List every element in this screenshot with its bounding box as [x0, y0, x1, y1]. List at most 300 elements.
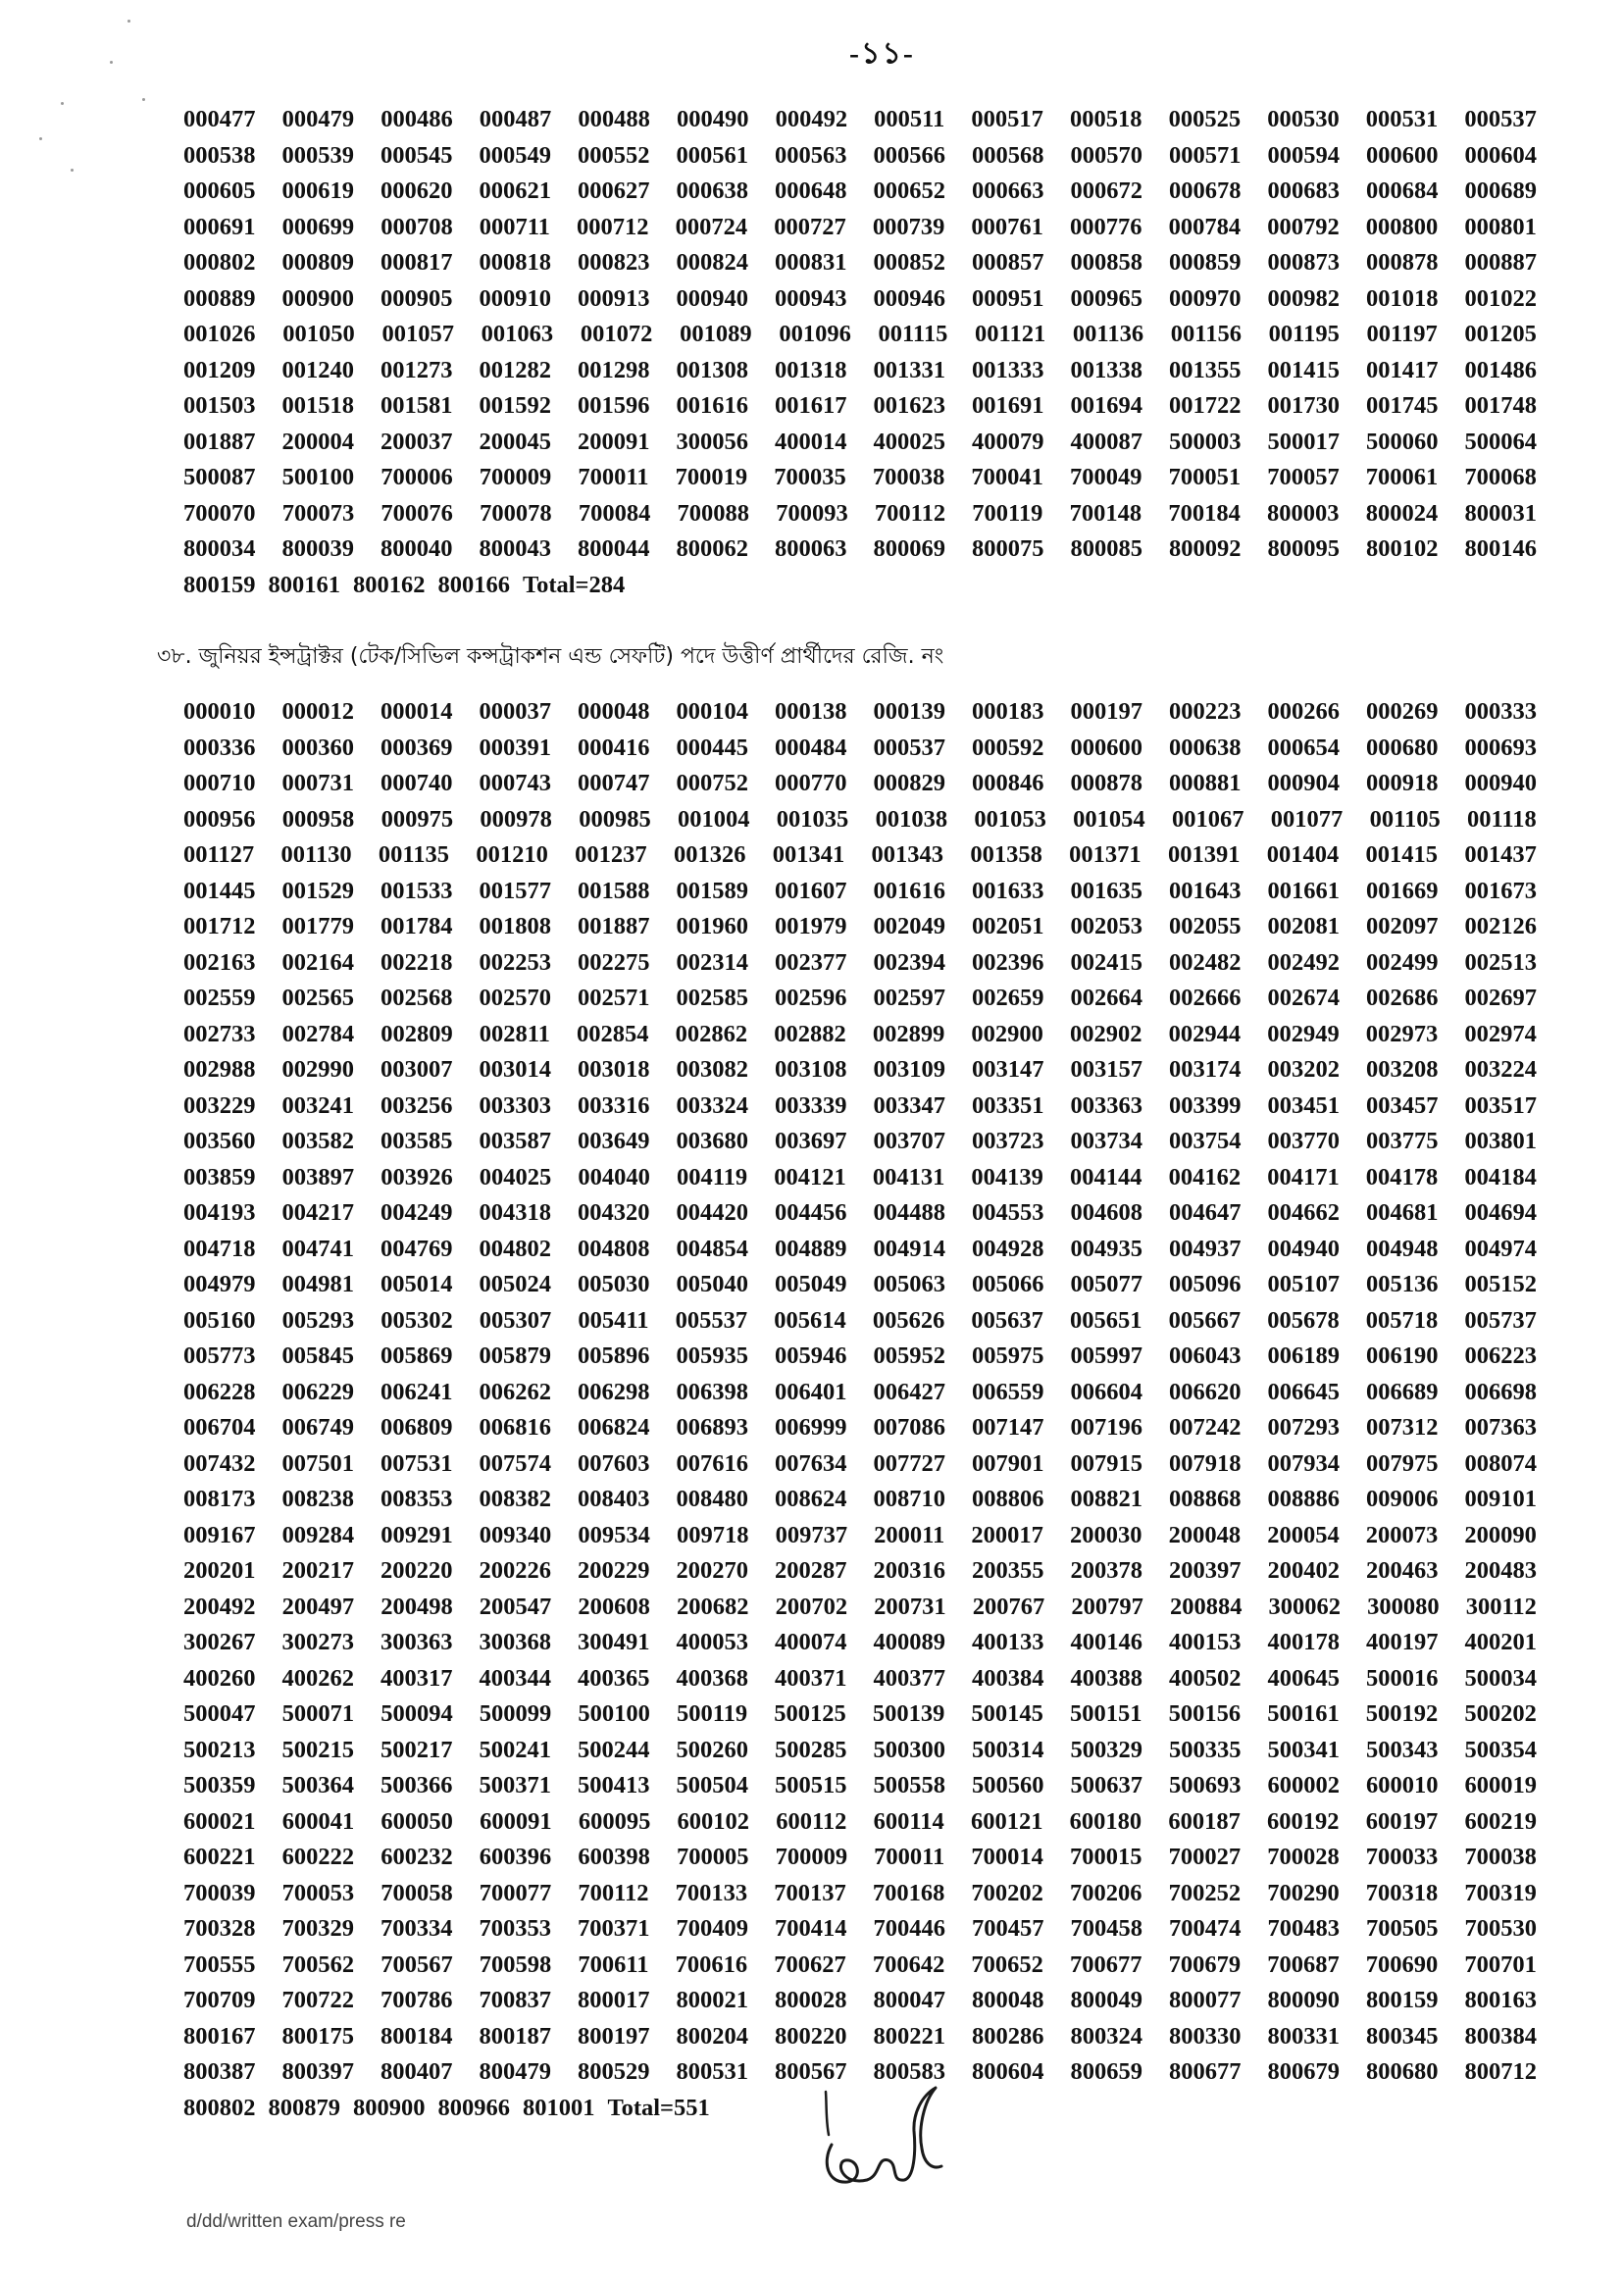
registration-number: 001343: [871, 841, 944, 868]
registration-number: 003582: [281, 1128, 354, 1154]
registration-number: 000604: [1464, 141, 1537, 169]
registration-number: 005773: [183, 1342, 256, 1369]
registration-number: 000530: [1267, 106, 1340, 132]
registration-number: 700009: [479, 464, 552, 490]
registration-number: 007934: [1267, 1449, 1340, 1477]
registration-number: 005975: [972, 1342, 1044, 1369]
registration-number: 600112: [776, 1807, 847, 1835]
number-row: [183, 1017, 1537, 1053]
registration-number: 004144: [1070, 1163, 1142, 1190]
registration-number: 400371: [775, 1664, 847, 1692]
registration-number: 300491: [578, 1629, 650, 1655]
registration-number: 000484: [775, 734, 847, 761]
registration-number: 500558: [873, 1772, 945, 1798]
registration-number: 600021: [183, 1807, 256, 1835]
registration-number: 700005: [676, 1844, 749, 1870]
registration-number: 003680: [676, 1128, 748, 1154]
registration-number: 004608: [1070, 1199, 1142, 1226]
registration-number: 001038: [875, 805, 948, 833]
registration-number: 700290: [1267, 1879, 1340, 1906]
registration-number: 200767: [972, 1593, 1045, 1620]
number-row: [183, 1410, 1537, 1446]
registration-number: 001210: [476, 841, 548, 868]
registration-number: 300056: [676, 428, 748, 455]
registration-number: 600010: [1366, 1772, 1439, 1798]
registration-number: 700061: [1365, 464, 1439, 490]
number-row: [183, 1375, 1537, 1411]
registration-number: 500034: [1464, 1664, 1537, 1692]
registration-number: 001022: [1464, 284, 1537, 312]
registration-number: 007603: [578, 1449, 650, 1477]
registration-number: 004456: [775, 1199, 847, 1226]
registration-number: 000817: [381, 249, 453, 276]
number-row: [183, 1625, 1537, 1661]
registration-number: 000486: [381, 106, 453, 132]
registration-number: 500285: [775, 1736, 847, 1763]
number-row: [183, 731, 1537, 767]
registration-number: 500003: [1169, 428, 1242, 455]
registration-number: 001209: [183, 356, 256, 383]
registration-number: 200287: [775, 1557, 847, 1584]
registration-number: 002513: [1464, 948, 1537, 976]
registration-number: 500047: [183, 1700, 256, 1727]
registration-number: 800204: [676, 2022, 748, 2050]
registration-number: 800102: [1366, 535, 1439, 562]
registration-number: 001089: [680, 321, 752, 347]
registration-number: 700073: [281, 499, 355, 527]
registration-number: 800197: [578, 2022, 650, 2050]
registration-number: 001195: [1268, 321, 1340, 347]
registration-number: 003585: [381, 1128, 453, 1154]
total-count: Total=551: [607, 2094, 710, 2121]
registration-number: 000138: [775, 698, 847, 725]
registration-number: 200048: [1168, 1521, 1242, 1548]
registration-number: 002394: [873, 948, 945, 976]
registration-number: 008710: [873, 1486, 945, 1512]
registration-number: 002990: [281, 1056, 354, 1083]
registration-number: 800324: [1070, 2022, 1142, 2050]
registration-number: 000605: [183, 177, 256, 204]
registration-number: 008403: [578, 1486, 650, 1512]
registration-number: 008074: [1464, 1449, 1537, 1477]
registration-number: 000652: [873, 177, 945, 204]
registration-number: 500213: [183, 1736, 256, 1763]
registration-number: 006824: [578, 1414, 650, 1441]
number-row: [183, 1983, 1537, 2019]
registration-number: 005302: [381, 1306, 453, 1334]
registration-number: 800677: [1169, 2058, 1242, 2085]
registration-number: 005637: [971, 1306, 1043, 1334]
registration-number: 002377: [775, 948, 847, 976]
registration-number: 800161: [268, 571, 340, 598]
registration-number: 005063: [873, 1271, 945, 1297]
registration-number: 000621: [479, 177, 551, 204]
number-row: [183, 1232, 1537, 1268]
registration-number: 007616: [676, 1449, 748, 1477]
registration-number: 004681: [1366, 1199, 1439, 1226]
registration-number: 008353: [381, 1486, 453, 1512]
registration-number: 007918: [1169, 1449, 1242, 1477]
registration-number: 000648: [775, 177, 847, 204]
registration-number: 001784: [381, 913, 453, 939]
registration-number: 007901: [972, 1449, 1044, 1477]
registration-number: 003351: [972, 1091, 1044, 1119]
registration-number: 004662: [1267, 1199, 1340, 1226]
registration-number: 002862: [675, 1020, 748, 1047]
registration-number: 007501: [281, 1449, 354, 1477]
registration-number: 000525: [1168, 106, 1242, 132]
registration-number: 001596: [578, 392, 650, 419]
registration-number: 700530: [1464, 1915, 1537, 1942]
registration-number: 600221: [183, 1844, 256, 1870]
scan-speck: [39, 137, 42, 140]
number-row: [183, 1911, 1537, 1948]
registration-number: 800028: [775, 1987, 847, 2013]
registration-number: 500359: [183, 1772, 256, 1798]
registration-number: 000800: [1365, 213, 1439, 240]
registration-number: 000552: [578, 141, 650, 169]
registration-number: 007293: [1267, 1414, 1340, 1441]
registration-number: 000654: [1267, 734, 1340, 761]
registration-number: 002570: [479, 985, 551, 1011]
registration-number: 006809: [381, 1414, 453, 1441]
registration-number: 200217: [281, 1557, 354, 1584]
registration-number: 400133: [972, 1629, 1044, 1655]
number-row: [183, 317, 1537, 353]
registration-number: 700035: [774, 464, 846, 490]
registration-number: 001616: [873, 877, 945, 904]
registration-number: 007915: [1070, 1449, 1142, 1477]
registration-number: 000619: [281, 177, 354, 204]
scan-speck: [61, 102, 64, 105]
registration-number: 006816: [479, 1414, 551, 1441]
number-row: [183, 1339, 1537, 1375]
registration-number: 700206: [1070, 1879, 1142, 1906]
registration-number: 000985: [579, 805, 651, 833]
number-row: [183, 1518, 1537, 1554]
registration-number: 700319: [1464, 1879, 1537, 1906]
registration-number: 001445: [183, 877, 256, 904]
registration-number: 200483: [1464, 1557, 1537, 1584]
registration-number: 300267: [183, 1629, 256, 1655]
registration-number: 004979: [183, 1271, 256, 1297]
registration-number: 001577: [479, 877, 551, 904]
registration-number: 400262: [281, 1664, 354, 1692]
registration-number: 800712: [1464, 2058, 1537, 2085]
registration-number: 008868: [1169, 1486, 1242, 1512]
registration-number: 800077: [1169, 1987, 1242, 2013]
registration-number: 500192: [1365, 1700, 1439, 1727]
registration-number: 003082: [676, 1056, 748, 1083]
registration-number: 800043: [479, 535, 551, 562]
registration-number: 000638: [676, 177, 748, 204]
number-row: [183, 1733, 1537, 1769]
registration-number: 200270: [676, 1557, 748, 1584]
number-row: [183, 981, 1537, 1017]
registration-number: 005718: [1365, 1306, 1439, 1334]
registration-number: 000691: [183, 213, 256, 240]
registration-number: 003316: [578, 1091, 650, 1119]
registration-number: 001018: [1366, 284, 1439, 312]
registration-number: 007312: [1366, 1414, 1439, 1441]
registration-number: 200397: [1169, 1557, 1242, 1584]
registration-number: 004974: [1464, 1235, 1537, 1262]
registration-number: 003723: [972, 1128, 1044, 1154]
registration-number: 003147: [972, 1056, 1044, 1083]
registration-number: 006689: [1366, 1378, 1439, 1405]
registration-number: 001026: [183, 321, 256, 347]
registration-number: 800047: [873, 1987, 945, 2013]
registration-number: 000982: [1267, 284, 1340, 312]
registration-number: 400260: [183, 1664, 256, 1692]
scan-speck: [110, 61, 113, 64]
registration-number: 006190: [1366, 1342, 1439, 1369]
registration-number: 001077: [1270, 805, 1344, 833]
registration-number: 400014: [775, 428, 847, 455]
registration-number: 700483: [1267, 1915, 1340, 1942]
registration-number: 003859: [183, 1163, 256, 1190]
registration-number: 300080: [1367, 1593, 1440, 1620]
registration-number: 500260: [676, 1736, 748, 1763]
scan-speck: [71, 169, 74, 172]
number-row: [183, 1446, 1537, 1483]
registration-number: 000048: [578, 698, 650, 725]
registration-number: 600019: [1464, 1772, 1537, 1798]
registration-number: 000663: [972, 177, 1044, 204]
registration-number: 700039: [183, 1879, 256, 1906]
registration-number: 005946: [775, 1342, 847, 1369]
registration-number: 800184: [381, 2022, 453, 2050]
registration-number: 800331: [1267, 2022, 1340, 2050]
registration-number: 600121: [970, 1807, 1043, 1835]
registration-number: 001581: [381, 392, 453, 419]
registration-number: 700184: [1168, 499, 1241, 527]
registration-number: 001979: [775, 913, 847, 939]
registration-number: 001308: [676, 356, 748, 383]
registration-number: 003224: [1464, 1056, 1537, 1083]
registration-number: 008480: [676, 1486, 748, 1512]
registration-number: 700627: [774, 1950, 846, 1978]
registration-number: 500100: [578, 1700, 650, 1727]
registration-number: 800567: [775, 2058, 847, 2085]
registration-number: 005152: [1464, 1271, 1537, 1297]
registration-number: 700687: [1267, 1950, 1340, 1978]
registration-number: 002314: [676, 948, 748, 976]
registration-number: 000824: [676, 249, 748, 276]
registration-number: 000183: [972, 698, 1044, 725]
registration-number: 800479: [479, 2058, 551, 2085]
registration-number: 200045: [479, 428, 551, 455]
registration-number: 000956: [183, 805, 256, 833]
registration-number: 300062: [1268, 1593, 1342, 1620]
registration-number: 800024: [1365, 499, 1439, 527]
registration-number: 000333: [1464, 698, 1537, 725]
registration-number: 003457: [1366, 1091, 1439, 1119]
registration-number: 005651: [1070, 1306, 1142, 1334]
registration-number: 000940: [676, 284, 748, 312]
registration-number: 800397: [281, 2058, 354, 2085]
registration-number: 000537: [1464, 106, 1537, 132]
registration-number: 005869: [381, 1342, 453, 1369]
registration-number: 002571: [578, 985, 650, 1011]
registration-number: 000712: [577, 213, 649, 240]
registration-number: 800175: [281, 2022, 354, 2050]
registration-number: 002811: [479, 1020, 550, 1047]
registration-number: 000727: [774, 213, 846, 240]
registration-number: 600396: [479, 1844, 552, 1870]
registration-number: 000037: [479, 698, 551, 725]
registration-number: 400388: [1070, 1664, 1142, 1692]
registration-number: 500215: [281, 1736, 354, 1763]
registration-number: 003174: [1169, 1056, 1242, 1083]
registration-number: 005107: [1267, 1271, 1340, 1297]
registration-number: 000479: [281, 106, 355, 132]
registration-number: 800900: [353, 2094, 426, 2121]
registration-number: 200355: [972, 1557, 1044, 1584]
registration-number: 008382: [479, 1486, 551, 1512]
registration-number: 700019: [675, 464, 748, 490]
registration-number: 400384: [972, 1664, 1044, 1692]
registration-number: 700051: [1168, 464, 1242, 490]
number-row: [183, 281, 1537, 318]
registration-number: 700049: [1070, 464, 1142, 490]
registration-number: 800966: [437, 2094, 510, 2121]
number-row: [183, 1590, 1537, 1626]
registration-number: 003007: [381, 1056, 453, 1083]
registration-number: 000680: [1366, 734, 1439, 761]
registration-number: 003202: [1267, 1056, 1340, 1083]
registration-number: 000566: [873, 141, 945, 169]
registration-number: 500560: [972, 1772, 1044, 1798]
registration-number: 003897: [281, 1163, 355, 1190]
registration-number: 700652: [971, 1950, 1043, 1978]
registration-number: 002697: [1464, 985, 1537, 1011]
registration-number: 000823: [578, 249, 650, 276]
registration-number: 700318: [1365, 1879, 1439, 1906]
registration-number: 500100: [281, 464, 355, 490]
registration-number: 001205: [1464, 321, 1537, 347]
registration-number: 000683: [1267, 177, 1340, 204]
registration-number: 500145: [971, 1700, 1043, 1727]
registration-number: 001661: [1267, 877, 1340, 904]
registration-number: 700053: [281, 1879, 355, 1906]
registration-number: 200220: [381, 1557, 453, 1584]
registration-number: 700722: [281, 1987, 354, 2013]
registration-number: 004131: [872, 1163, 945, 1190]
registration-number: 007147: [972, 1414, 1044, 1441]
registration-number: 500064: [1464, 428, 1537, 455]
number-row: [183, 1052, 1537, 1089]
registration-number: 001298: [578, 356, 650, 383]
registration-number: 004193: [183, 1199, 256, 1226]
registration-number: 001592: [479, 392, 551, 419]
registration-number: 004981: [281, 1271, 354, 1297]
registration-number: 000858: [1070, 249, 1142, 276]
registration-number: 700033: [1365, 1844, 1439, 1870]
registration-number: 500364: [281, 1772, 354, 1798]
registration-number: 008886: [1267, 1486, 1340, 1512]
registration-number: 005040: [676, 1271, 748, 1297]
number-row: [183, 874, 1537, 910]
registration-number: 500087: [183, 464, 256, 490]
registration-number: 500244: [578, 1736, 650, 1763]
registration-number: 700505: [1366, 1915, 1439, 1942]
registration-number: 700027: [1168, 1844, 1242, 1870]
registration-number: 003208: [1366, 1056, 1439, 1083]
registration-number: 700786: [381, 1987, 453, 2013]
registration-number: 004318: [479, 1199, 551, 1226]
registration-number: 500341: [1267, 1736, 1340, 1763]
registration-number: 005411: [578, 1306, 649, 1334]
registration-number: 002973: [1365, 1020, 1439, 1047]
registration-number: 600222: [281, 1844, 355, 1870]
registration-number: 001643: [1169, 877, 1242, 904]
registration-number: 200797: [1071, 1593, 1143, 1620]
registration-number: 004889: [775, 1235, 847, 1262]
registration-number: 002664: [1070, 985, 1142, 1011]
registration-number: 800003: [1267, 499, 1340, 527]
registration-number: 700028: [1267, 1844, 1340, 1870]
registration-number: 001518: [281, 392, 354, 419]
registration-number: 001808: [479, 913, 551, 939]
registration-number: 400074: [775, 1629, 847, 1655]
registration-number: 003241: [281, 1091, 354, 1119]
number-row: [183, 425, 1537, 461]
registration-number: 003018: [578, 1056, 650, 1083]
number-row: [183, 1124, 1537, 1160]
registration-number: 001529: [281, 877, 354, 904]
registration-number: 000531: [1365, 106, 1439, 132]
registration-number: 800146: [1464, 535, 1537, 562]
registration-number: 000266: [1267, 698, 1340, 725]
registration-number: 002899: [872, 1020, 945, 1047]
number-row: [183, 909, 1537, 945]
signature-image: [820, 2084, 967, 2192]
registration-number: 800069: [873, 535, 945, 562]
registration-number: 800095: [1267, 535, 1340, 562]
registration-number: 400153: [1169, 1629, 1242, 1655]
registration-number: 000391: [479, 734, 551, 761]
registration-number: 004249: [381, 1199, 453, 1226]
registration-number: 700353: [479, 1915, 551, 1942]
registration-number: 001118: [1467, 805, 1537, 833]
registration-number: 000416: [578, 734, 650, 761]
registration-number: 500371: [479, 1772, 551, 1798]
registration-number: 500156: [1168, 1700, 1242, 1727]
registration-number: 000905: [381, 284, 453, 312]
registration-number: 600041: [281, 1807, 355, 1835]
registration-number: 600102: [677, 1807, 750, 1835]
registration-number: 400377: [873, 1664, 945, 1692]
registration-number: 006228: [183, 1378, 256, 1405]
registration-number: 001156: [1170, 321, 1242, 347]
registration-number: 005614: [774, 1306, 846, 1334]
registration-number: 000809: [281, 249, 354, 276]
registration-number: 002597: [873, 985, 945, 1011]
registration-number: 009534: [578, 1521, 650, 1548]
registration-number: 007086: [873, 1414, 945, 1441]
registration-number: 500300: [873, 1736, 945, 1763]
registration-number: 700014: [971, 1844, 1043, 1870]
registration-number: 000269: [1366, 698, 1439, 725]
registration-number: 200229: [578, 1557, 650, 1584]
registration-number: 009284: [281, 1521, 355, 1548]
registration-number: 002596: [775, 985, 847, 1011]
registration-number: 700078: [480, 499, 552, 527]
registration-number: 003109: [873, 1056, 945, 1083]
registration-number: 000570: [1070, 141, 1142, 169]
registration-number: 200017: [971, 1521, 1043, 1548]
